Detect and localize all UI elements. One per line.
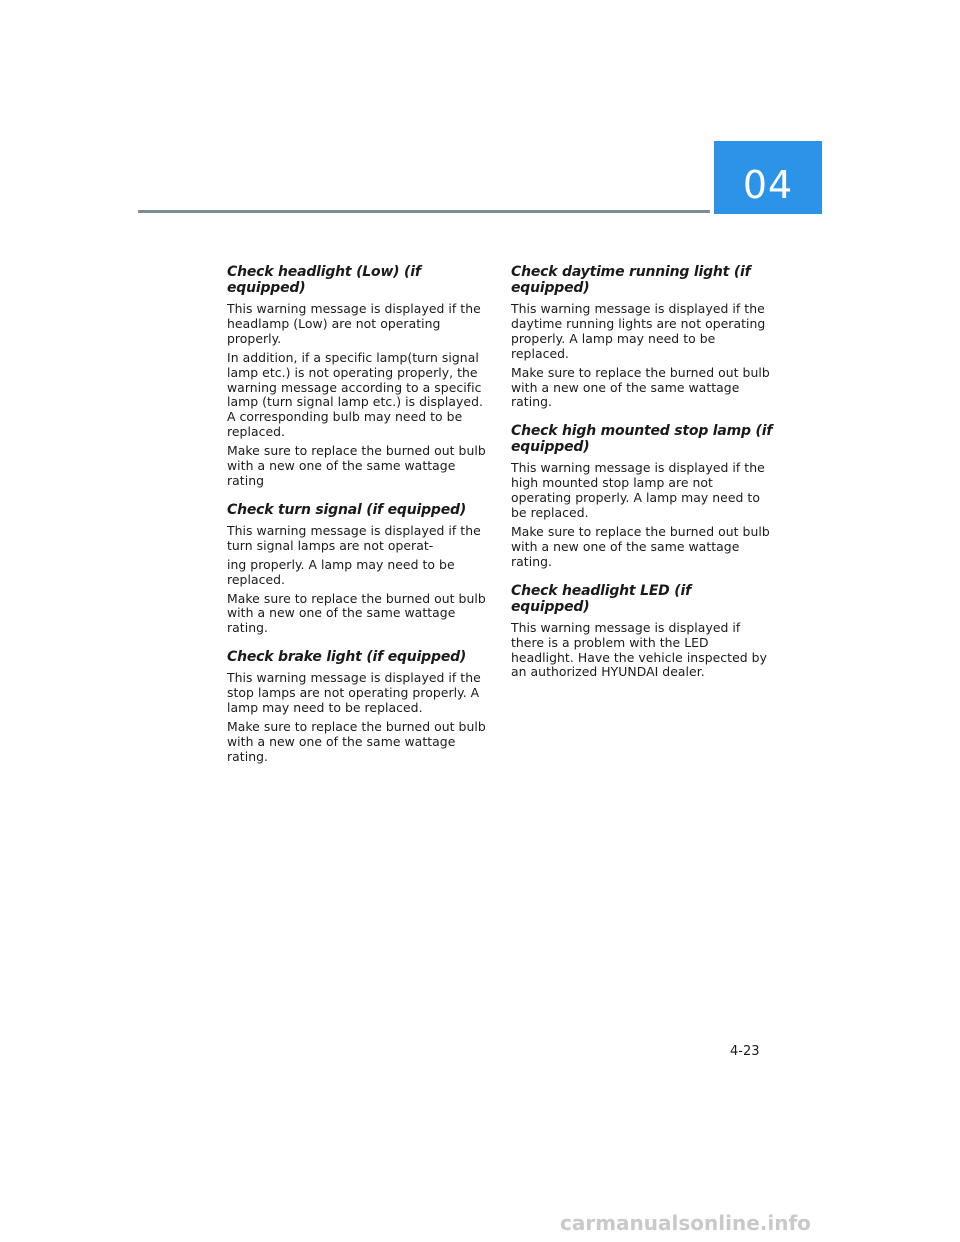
section-paragraph: In addition, if a specific lamp(turn signal lamp etc.) is not operating properly, the warning message according to a specific lamp (turn signal lamp etc.) is displayed. A corresponding bulb may need to be replaced. — [227, 349, 483, 440]
section-paragraph: Make sure to replace the burned out bulb with a new one of the same wattage rating. — [511, 364, 770, 410]
section-paragraph: This warning message is displayed if the turn signal lamps are not operat- — [227, 522, 481, 553]
chapter-tab — [714, 141, 822, 214]
section-headlight-low — [227, 264, 489, 489]
section-heading: Check high mounted stop lamp (if equipped) — [511, 423, 773, 456]
section-paragraph: This warning message is displayed if the headlamp (Low) are not operating properly. — [227, 301, 481, 346]
section-paragraph: Make sure to replace the burned out bulb with a new one of the same wattage rating. — [227, 590, 486, 636]
section-high-mounted-stop-lamp — [511, 423, 773, 569]
section-turn-signal — [227, 502, 489, 636]
section-heading: Check daytime running light (if equipped) — [511, 264, 751, 296]
watermark: carmanualsonline.info — [560, 1211, 811, 1235]
header-rule — [138, 210, 710, 213]
section-daytime-running-light — [511, 264, 773, 410]
chapter-number: 04 — [742, 163, 794, 207]
section-paragraph: This warning message is displayed if the daytime running lights are not operating properly. A lamp may need to be replaced. — [511, 301, 766, 361]
section-heading: Check headlight LED (if equipped) — [511, 582, 691, 615]
section-paragraph: ing properly. A lamp may need to be replaced. — [227, 556, 455, 587]
right-column — [511, 264, 773, 693]
section-paragraph: Make sure to replace the burned out bulb with a new one of the same wattage rating — [227, 443, 486, 488]
page-number: 4-23 — [730, 1044, 760, 1059]
section-heading: Check turn signal (if equipped) — [227, 501, 467, 518]
section-paragraph: Make sure to replace the burned out bulb with a new one of the same wattage rating. — [511, 523, 770, 569]
left-column — [227, 264, 489, 778]
section-paragraph: This warning message is displayed if the high mounted stop lamp are not operating properly. A lamp may need to be replaced. — [511, 460, 765, 521]
section-heading: Check brake light (if equipped) — [227, 649, 467, 666]
section-paragraph: This warning message is displayed if the stop lamps are not operating properly. A lamp may need to be replaced. — [227, 670, 481, 716]
section-heading: Check headlight (Low) (if equipped) — [227, 264, 421, 296]
section-headlight-led — [511, 583, 773, 681]
section-brake-light — [227, 649, 489, 764]
section-paragraph: This warning message is displayed if there is a problem with the LED headlight. Have the vehicle inspected by an authorized HYUNDAI dealer. — [511, 619, 767, 680]
section-paragraph: Make sure to replace the burned out bulb with a new one of the same wattage rating. — [227, 718, 486, 764]
